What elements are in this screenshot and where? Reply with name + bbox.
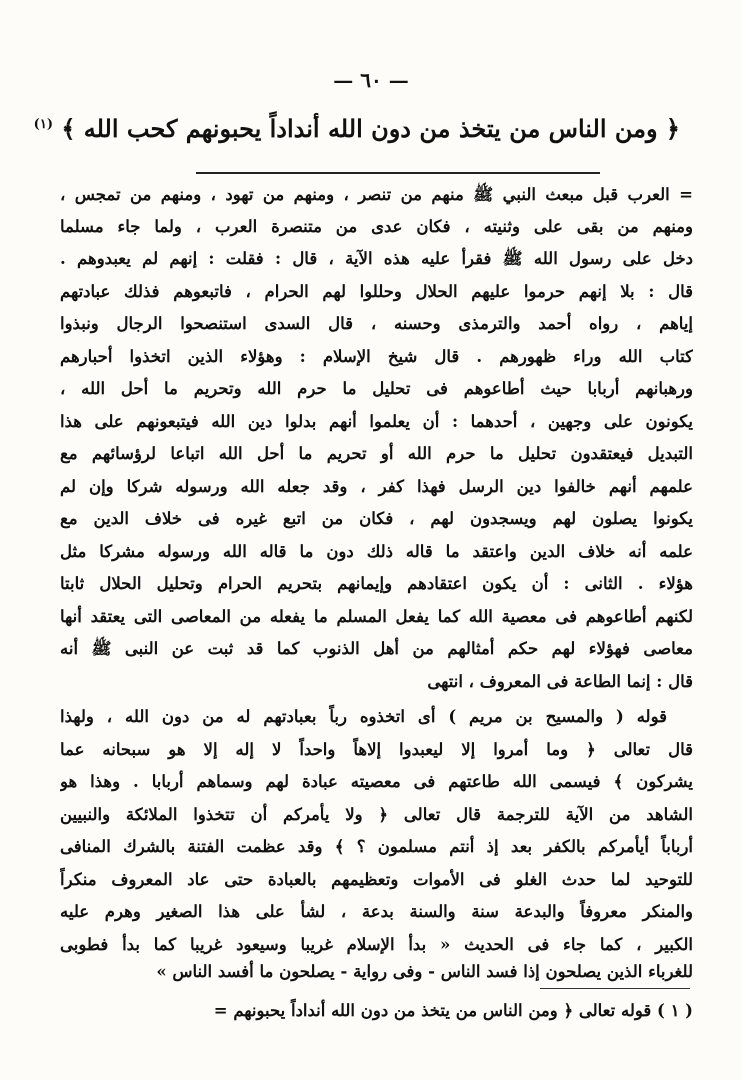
body-line: ورهبانهم أربابا حيث أطاعوهم فى تحليل ما حرم الله وتحريم ما أحل الله ، [60,379,693,398]
body-line: قال : بلا إنهم حرموا عليهم الحلال وحللوا لهم الحرام ، فاتبعوهم فذلك عبادتهم [60,282,693,301]
body-line: معاصى فهؤلاء لهم حكم أمثالهم من أهل الذنوب كما قد ثبت عن النبى ﷺ أنه [60,639,693,658]
footnote-reference: (١) [33,117,53,132]
body-line: يكونوا يصلون لهم ويسجدون لهم ، فكان من اتبع غيره فى خلاف الدين مع [60,509,693,528]
heading-divider [196,172,600,174]
body-line: الكبير ، كما جاء فى الحديث « بدأ الإسلام غريبا وسيعود غريبا كما بدأ فطوبى [60,935,693,954]
body-line: يشركون ﴾ فيسمى الله طاعتهم فى معصيته عبادة لهم وسماهم أربابا . وهذا هو [60,772,693,791]
body-line: الشاهد من الآية للترجمة قال تعالى ﴿ ولا يأمركم أن تتخذوا الملائكة والنبيين [60,805,693,824]
body-line: = العرب قبل مبعث النبي ﷺ منهم من تنصر ، ومنهم من تهود ، ومنهم من تمجس ، [60,185,693,204]
body-line: ومنهم من بقى على وثنيته ، فكان عدى من متنصرة العرب ، ولما جاء مسلما [60,217,693,236]
body-line: للتوحيد لما حدث الغلو فى الأموات وتعظيمهم بالعبادة حتى عاد المعروف منكراً [60,870,693,889]
body-line: قال : إنما الطاعة فى المعروف ، انتهى [427,672,693,691]
body-line: يكونون على وجهين ، أحدهما : أن يعلموا أنهم بدلوا دين الله فيتبعونهم على هذا [60,412,693,431]
body-line: قوله ( والمسيح بن مريم ) أى اتخذوه رباً بعبادتهم له من دون الله ، ولهذا [60,707,667,726]
verse-heading [33,114,680,143]
body-line: التبديل فيعتقدون تحليل ما حرم الله أو تحريم ما أحل الله اتباعا لرؤسائهم مع [60,444,693,463]
body-line: قال تعالى ﴿ وما أمروا إلا ليعبدوا إلاهاً واحداً لا إله إلا هو سبحانه عما [60,740,693,759]
body-line: علمه أنه خلاف الدين واعتقد ما قاله ذلك دون ما قاله الله ورسوله مشركا مثل [60,542,693,561]
body-line: دخل على رسول الله ﷺ فقرأ عليه هذه الآية ، قال : فقلت : إنهم لم يعبدوهم . [60,249,693,268]
body-line: أرباباً أيأمركم بالكفر بعد إذ أنتم مسلمون ؟ ﴾ وقد عظمت الفتنة بالشرك المنافى [60,837,693,856]
body-line: هؤلاء . الثانى : أن يكون اعتقادهم وإيمانهم بتحريم الحرام وتحليل الحلال ثابتا [60,574,693,593]
footnote: ( ١ ) قوله تعالى ﴿ ومن الناس من يتخذ من دون الله أنداداً يحبونهم = [213,1001,693,1020]
body-line: والمنكر معروفاً والبدعة سنة والسنة بدعة ، لشأ على هذا الصغير وهرم عليه [60,902,693,921]
body-line: إياهم ، رواه أحمد والترمذى وحسنه ، قال السدى استنصحوا الرجال ونبذوا [60,314,693,333]
body-line: علمهم أنهم خالفوا دين الرسل فهذا كفر ، وقد جعله الله ورسوله شركا وإن لم [60,477,693,496]
footnote-rule [540,988,690,989]
verse-text: ﴿ ومن الناس من يتخذ من دون الله أنداداً يحبونهم كحب الله ﴾ [61,114,680,143]
body-line: لكنهم أطاعوهم فى معصية الله كما يفعل المسلم ما يفعله من المعاصى التى يعتقد أنها [60,607,693,626]
page-number: — ٦٠ — [333,68,409,92]
body-line: كتاب الله وراء ظهورهم . قال شيخ الإسلام : وهؤلاء الذين اتخذوا أحبارهم [60,347,693,366]
body-line: للغرباء الذين يصلحون إذا فسد الناس - وفى رواية - يصلحون ما أفسد الناس » [156,962,693,981]
